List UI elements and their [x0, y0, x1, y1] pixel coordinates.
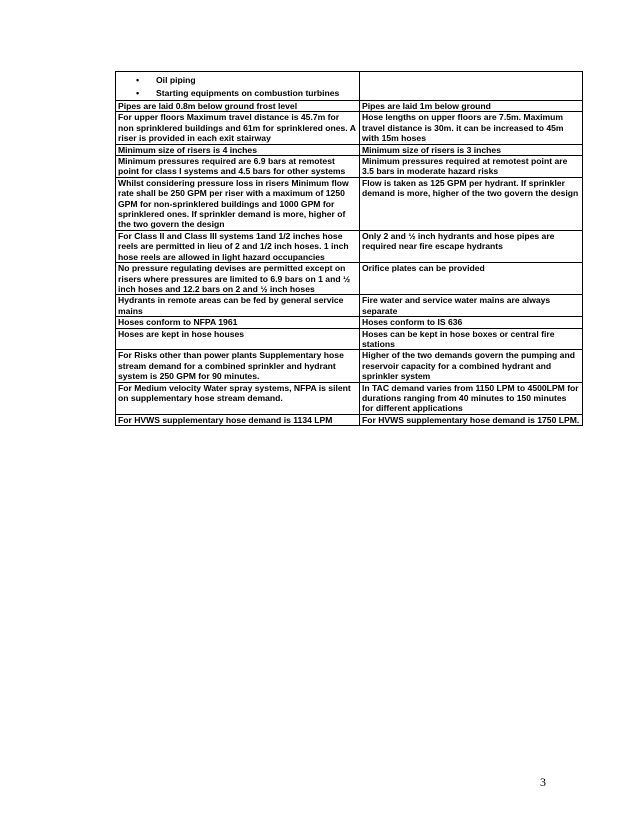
table-row [116, 317, 583, 328]
table-row [116, 382, 583, 414]
indian-code-cell: Flow is taken as 125 GPM per hydrant. If sprinkler demand is more, higher of the two govern the design [360, 177, 583, 230]
bullet-icon: • [136, 88, 140, 98]
nfpa-cell: For Class II and Class III systems 1and 1/2 inches hose reels are permitted in lieu of 2 and 1/2 inch hoses. 1 inch hose reels are allowed in light hazard occupancies [116, 230, 360, 262]
nfpa-cell: Minimum pressures required are 6.9 bars at remotest point for class I systems and 4.5 bars for other systems [116, 156, 360, 178]
table-row [116, 295, 583, 317]
table-row [116, 350, 583, 382]
nfpa-cell: For HVWS supplementary hose demand is 1134 LPM [116, 414, 360, 425]
indian-code-cell: Fire water and service water mains are always separate [360, 295, 583, 317]
comparison-table-body [116, 72, 583, 426]
page-number: 3 [540, 775, 546, 789]
indian-code-cell: In TAC demand varies from 1150 LPM to 4500LPM for durations ranging from 40 minutes to 150 minutes for different applications [360, 382, 583, 414]
indian-code-cell: Minimum pressures required at remotest point are 3.5 bars in moderate hazard risks [360, 156, 583, 178]
nfpa-cell: No pressure regulating devises are permitted except on risers where pressures are limited to 6.9 bars on 1 and ½ inch hoses and 12.2 bars on 2 and ½ inch hoses [116, 263, 360, 295]
table-row [116, 230, 583, 262]
indian-code-cell: Hose lengths on upper floors are 7.5m. Maximum travel distance is 30m. it can be increased to 45m with 15m hoses [360, 112, 583, 144]
nfpa-cell: For Risks other than power plants Supplementary hose stream demand for a combined sprinkler and hydrant system is 250 GPM for 90 minutes. [116, 350, 360, 382]
table-row [116, 112, 583, 144]
nfpa-cell: Hoses are kept in hose houses [116, 328, 360, 350]
indian-code-cell: Hoses can be kept in hose boxes or central fire stations [360, 328, 583, 350]
bullet-item [136, 74, 357, 87]
empty-cell [360, 72, 583, 101]
indian-code-cell: Hoses conform to IS 636 [360, 317, 583, 328]
bullet-item-text: Oil piping [156, 75, 196, 85]
nfpa-cell: Minimum size of risers is 4 inches [116, 144, 360, 155]
table-row [116, 328, 583, 350]
table-row [116, 177, 583, 230]
table-row [116, 414, 583, 425]
indian-code-cell: For HVWS supplementary hose demand is 1750 LPM. [360, 414, 583, 425]
indian-code-cell: Orifice plates can be provided [360, 263, 583, 295]
indian-code-cell: Pipes are laid 1m below ground [360, 101, 583, 112]
bullet-item [136, 87, 357, 100]
comparison-table [115, 71, 583, 426]
nfpa-cell: For upper floors Maximum travel distance is 45.7m for non sprinklered buildings and 61m for sprinklered ones. A riser is provided in each exit stairway [116, 112, 360, 144]
indian-code-cell: Higher of the two demands govern the pumping and reservoir capacity for a combined hydrant and sprinkler system [360, 350, 583, 382]
indian-code-cell: Only 2 and ½ inch hydrants and hose pipes are required near fire escape hydrants [360, 230, 583, 262]
table-row [116, 156, 583, 178]
nfpa-cell: For Medium velocity Water spray systems, NFPA is silent on supplementary hose stream demand. [116, 382, 360, 414]
table-row [116, 263, 583, 295]
bullet-item-text: Starting equipments on combustion turbines [156, 88, 340, 98]
nfpa-cell: Pipes are laid 0.8m below ground frost level [116, 101, 360, 112]
table-row-bullets [116, 72, 583, 101]
table-row [116, 144, 583, 155]
table-row [116, 101, 583, 112]
bullet-cell [116, 72, 360, 101]
nfpa-cell: Whilst considering pressure loss in risers Minimum flow rate shall be 250 GPM per riser with a maximum of 1250 GPM for non-sprinklered buildings and 1000 GPM for sprinklered ones. If sprinkler demand is more, higher of the two govern the design [116, 177, 360, 230]
nfpa-cell: Hoses conform to NFPA 1961 [116, 317, 360, 328]
bullet-icon: • [136, 75, 140, 85]
bullet-list [118, 72, 357, 100]
indian-code-cell: Minimum size of risers is 3 inches [360, 144, 583, 155]
nfpa-cell: Hydrants in remote areas can be fed by general service mains [116, 295, 360, 317]
